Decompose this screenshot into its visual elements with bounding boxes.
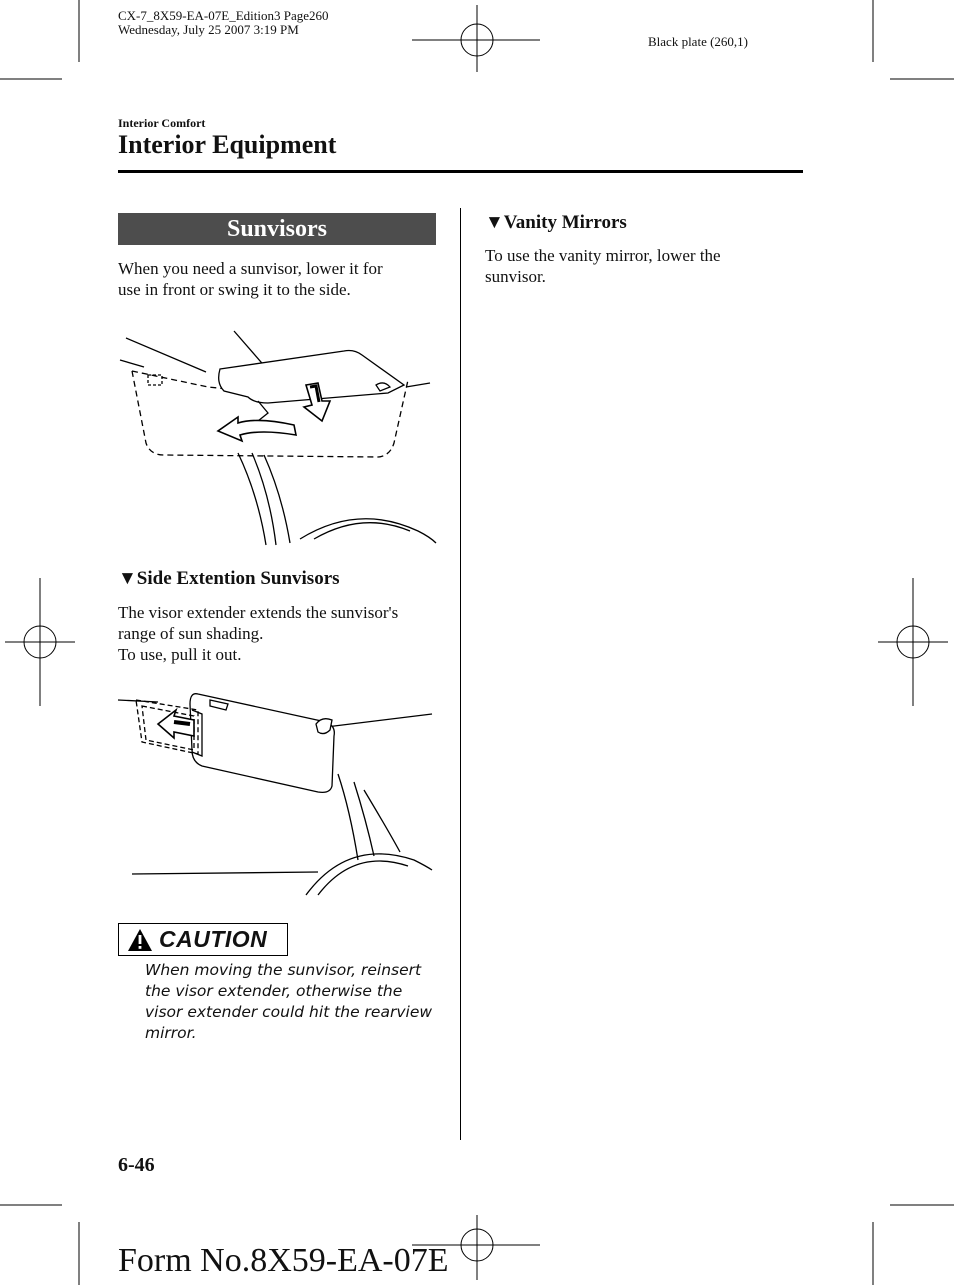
caution-line-3: visor extender could hit the rearview: [145, 1003, 433, 1021]
side-extension-illustration: [118, 690, 436, 895]
caution-line-4: mirror.: [145, 1024, 197, 1042]
vanity-mirrors-heading: ▼Vanity Mirrors: [485, 212, 627, 233]
column-divider: [460, 208, 461, 1140]
section-label: Interior Comfort: [118, 116, 206, 130]
intro-line-1: When you need a sunvisor, lower it for: [118, 259, 383, 278]
form-number: Form No.8X59-EA-07E: [118, 1242, 449, 1279]
side-extension-heading: ▼Side Extention Sunvisors: [118, 568, 340, 589]
caution-line-2: the visor extender, otherwise the: [145, 982, 403, 1000]
page-number: 6-46: [118, 1154, 155, 1176]
warning-triangle-icon: [127, 928, 153, 952]
print-timestamp: Wednesday, July 25 2007 3:19 PM: [118, 22, 299, 37]
caution-box: [118, 923, 288, 956]
caution-line-1: When moving the sunvisor, reinsert: [145, 961, 422, 979]
print-job-line: CX-7_8X59-EA-07E_Edition3 Page260: [118, 8, 329, 23]
page-title: Interior Equipment: [118, 130, 337, 159]
vanity-text-line-1: To use the vanity mirror, lower the: [485, 246, 721, 265]
sunvisors-banner: Sunvisors: [118, 213, 436, 245]
side-text-line-1: The visor extender extends the sunvisor's: [118, 603, 399, 622]
sunvisor-lower-illustration: [118, 325, 436, 545]
side-text-line-3: To use, pull it out.: [118, 645, 242, 664]
vanity-text-line-2: sunvisor.: [485, 267, 546, 286]
caution-label: CAUTION: [159, 926, 268, 952]
title-rule: [118, 170, 803, 173]
plate-label: Black plate (260,1): [648, 34, 748, 49]
intro-line-2: use in front or swing it to the side.: [118, 280, 351, 299]
side-text-line-2: range of sun shading.: [118, 624, 264, 643]
